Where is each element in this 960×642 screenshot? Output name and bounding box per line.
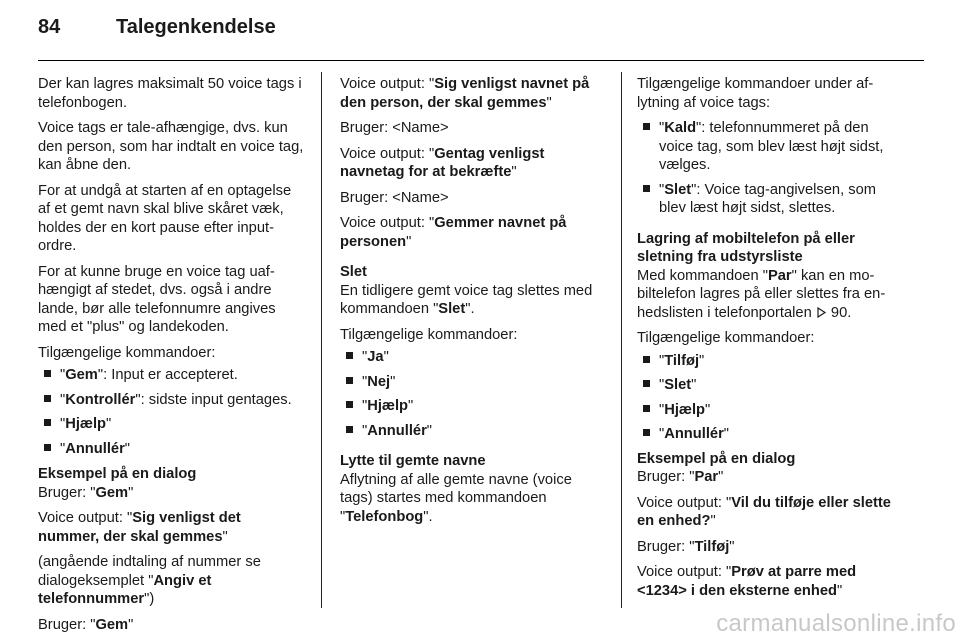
list-item: "Hjælp": [340, 397, 608, 416]
command-description: : Voice tag-angivelsen, som blev læst højt sidst, slettes.: [659, 181, 876, 216]
command-name: Slet: [664, 377, 692, 393]
square-bullet-icon: [643, 405, 650, 412]
dialog-line: Voice output: "Gemmer navnet på personen": [340, 215, 567, 250]
dialog-line: Bruger: <Name>: [340, 120, 449, 136]
list-item: "Nej": [340, 373, 608, 392]
dialog-line: Bruger: "Gem": [38, 616, 134, 633]
dialog-line: Bruger: "Par": [637, 469, 724, 485]
speaker-label: Voice output:: [340, 76, 430, 92]
command-description: : Input er accepteret.: [103, 367, 238, 383]
section-heading: Eksempel på en dialog: [38, 466, 197, 482]
dialog-line: Bruger: <Name>: [340, 189, 449, 206]
list-item: "Gem": Input er accepteret.: [38, 366, 306, 385]
speaker-label: Bruger:: [38, 484, 91, 501]
command-name: Tilføj: [694, 538, 730, 555]
square-bullet-icon: [346, 401, 353, 408]
command-name: Hjælp: [367, 398, 409, 414]
paragraph: Der kan lagres maksimalt 50 voice tags i telefonbogen.: [38, 76, 302, 111]
page-number: 84: [38, 16, 61, 38]
list-item: "Slet": Voice tag-angivelsen, som blev læst højt sidst, slettes.: [637, 181, 905, 218]
command-description: : telefonnummeret på den voice tag, som blev læst højt sidst, vælges.: [659, 120, 884, 173]
square-bullet-icon: [44, 419, 51, 426]
note-text: (angående indtaling af nummer se dialogeksemplet: [38, 554, 261, 589]
command-name: Angiv et telefonnummer: [38, 572, 212, 607]
command-name: Gem: [95, 484, 129, 501]
dialog-line: Voice output: "Sig venligst det nummer, der skal gemmes": [38, 510, 241, 545]
list-item: "Kontrollér": sidste input gentages.: [38, 391, 306, 410]
paragraph: Aflytning af alle gemte navne (voice tags) startes med kommandoen "Telefonbog".: [340, 471, 572, 525]
speaker-label: Voice output:: [340, 145, 430, 162]
command-name: Hjælp: [65, 416, 107, 432]
paragraph: Tilgængelige kommandoer under aflytning af voice tags:: [637, 76, 874, 111]
paragraph: Voice tags er tale-afhængige, dvs. kun den person, som har indtalt en voice tag, kan åbne den.: [38, 120, 304, 173]
dialog-note: (angående indtaling af nummer se dialogeksemplet "Angiv et telefonnummer"): [38, 554, 261, 607]
list-item: "Tilføj": [637, 352, 905, 371]
watermark: carmanualsonline.info: [716, 610, 956, 637]
header-rule: [38, 60, 924, 61]
paragraph: Med kommandoen "Par" kan en mobiltelefon lagres på eller slettes fra enhedslisten i telefonportalen 90.: [637, 267, 886, 321]
body-text: kan en mobiltelefon lagres på eller slettes fra enhedslisten i telefonportalen: [637, 267, 886, 321]
command-name: Ja: [367, 349, 384, 365]
speaker-label: Bruger:: [38, 616, 91, 633]
voice-output-text: Gemmer navnet på personen: [340, 215, 567, 250]
body-text: Med kommandoen: [637, 267, 763, 284]
speaker-label: Voice output:: [340, 215, 430, 231]
body-text: En tidligere gemt voice tag slettes med kommandoen: [340, 282, 593, 317]
voice-output-text: Vil du tilføje eller slette en enhed?: [637, 494, 891, 529]
dialog-line: Bruger: "Tilføj": [637, 538, 735, 555]
paragraph: Tilgængelige kommandoer:: [637, 330, 815, 346]
column-2: [340, 75, 608, 533]
dialog-line: Voice output: "Vil du tilføje eller slette en enhed?": [637, 494, 891, 529]
dialog-line: Bruger: "Gem": [38, 484, 134, 501]
square-bullet-icon: [346, 352, 353, 359]
square-bullet-icon: [643, 185, 650, 192]
section-heading: Eksempel på en dialog: [637, 450, 796, 467]
paragraph: For at undgå at starten af en optagelse af et gemt navn skal blive skåret væk, holdes der en kort pause efter input-ordre.: [38, 182, 292, 254]
dialog-line: Voice output: "Prøv at parre med <1234> i den eksterne enhed": [637, 564, 857, 599]
command-name: Gem: [95, 616, 129, 633]
square-bullet-icon: [643, 380, 650, 387]
section-heading: Lagring af mobiltelefon på eller sletning fra udstyrsliste: [637, 230, 855, 265]
note-text: ): [149, 591, 155, 607]
command-name: Gem: [65, 367, 98, 383]
voice-output-text: Gentag venligst navnetag for at bekræfte: [340, 145, 545, 180]
speaker-label: Bruger:: [637, 469, 690, 485]
voice-output-text: Sig venligst navnet på den person, der skal gemmes: [340, 76, 590, 111]
dialog-line: Voice output: "Sig venligst navnet på den person, der skal gemmes": [340, 76, 590, 111]
command-name: Kontrollér: [65, 391, 136, 408]
command-name: Annullér: [664, 426, 724, 442]
list-item: "Ja": [340, 348, 608, 367]
command-name: Tilføj: [664, 352, 700, 369]
paragraph: Tilgængelige kommandoer:: [38, 344, 216, 361]
paragraph: For at kunne bruge en voice tag uafhængigt af stedet, dvs. også i andre lande, bør alle telefonnumre angives med et "plus" og landekoden.: [38, 263, 276, 335]
square-bullet-icon: [643, 356, 650, 363]
paragraph: Tilgængelige kommandoer:: [340, 326, 518, 343]
list-item: "Annullér": [340, 422, 608, 441]
command-name: Kald: [664, 120, 697, 136]
list-item: "Hjælp": [637, 401, 905, 420]
list-item: "Slet": [637, 376, 905, 395]
voice-output-text: Sig venligst det nummer, der skal gemmes: [38, 510, 241, 545]
speaker-label: Voice output:: [38, 510, 128, 526]
section-heading: Lytte til gemte navne: [340, 453, 486, 469]
command-name: Annullér: [65, 440, 125, 457]
speaker-label: Voice output:: [637, 494, 727, 511]
command-name: Slet: [664, 181, 692, 198]
list-item: "Kald": telefonnummeret på den voice tag, som blev læst højt sidst, vælges.: [637, 119, 905, 175]
square-bullet-icon: [44, 370, 51, 377]
body-text: .: [470, 301, 475, 317]
arrow-reference-icon: [816, 305, 827, 321]
command-name: Par: [694, 469, 719, 485]
list-item: "Annullér": [38, 440, 306, 459]
column-1: [38, 75, 306, 641]
body-text: Aflytning af alle gemte navne (voice tags) startes med kommandoen: [340, 471, 572, 506]
speaker-label: Bruger:: [637, 538, 690, 555]
dialog-line: Voice output: "Gentag venligst navnetag for at bekræfte": [340, 145, 545, 180]
square-bullet-icon: [44, 395, 51, 402]
square-bullet-icon: [346, 377, 353, 384]
section-heading: Slet: [340, 264, 367, 280]
command-list: [340, 348, 608, 440]
list-item: "Annullér": [637, 425, 905, 444]
command-name: Annullér: [367, 422, 427, 439]
command-name: Hjælp: [664, 401, 706, 418]
paragraph: En tidligere gemt voice tag slettes med kommandoen "Slet".: [340, 282, 593, 317]
body-text: .: [428, 508, 433, 525]
command-name: Nej: [367, 373, 391, 390]
square-bullet-icon: [643, 123, 650, 130]
page-reference: 90.: [826, 304, 852, 321]
command-list: [637, 352, 905, 444]
list-item: "Hjælp": [38, 415, 306, 434]
command-description: : sidste input gentages.: [140, 391, 292, 408]
command-name: Slet: [438, 301, 466, 317]
square-bullet-icon: [346, 426, 353, 433]
square-bullet-icon: [643, 429, 650, 436]
square-bullet-icon: [44, 444, 51, 451]
page-header: [38, 16, 922, 52]
column-3: [637, 75, 905, 607]
page-title: Talegenkendelse: [116, 16, 276, 38]
command-list: [637, 119, 905, 218]
column-divider-1: [321, 72, 322, 608]
voice-output-text: Prøv at parre med <1234> i den eksterne enhed: [637, 564, 857, 599]
command-list: [38, 366, 306, 458]
command-name: Par: [767, 267, 792, 284]
command-name: Telefonbog: [345, 508, 424, 525]
column-divider-2: [621, 72, 622, 608]
speaker-label: Voice output:: [637, 564, 727, 580]
